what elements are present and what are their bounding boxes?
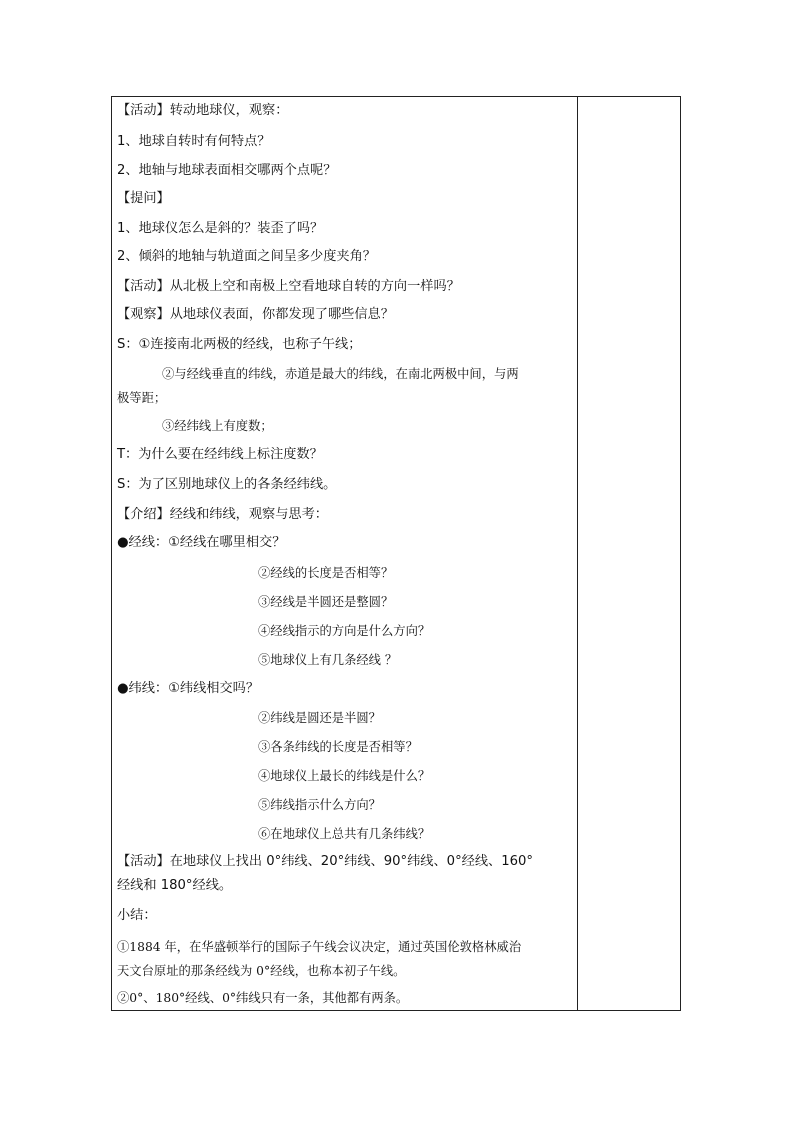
text-line: ④地球仪上最长的纬线是什么？ bbox=[258, 769, 431, 783]
text-line: ②经线的长度是否相等？ bbox=[258, 566, 394, 580]
text-line: ②纬线是圆还是半圆？ bbox=[258, 711, 381, 725]
text-line: S：为了区别地球仪上的各条经纬线。 bbox=[117, 477, 337, 492]
text-line: 2、地轴与地球表面相交哪两个点呢？ bbox=[117, 163, 337, 178]
text-line: ④经线指示的方向是什么方向？ bbox=[258, 624, 431, 638]
text-line: S：①连接南北两极的经线，也称子午线； bbox=[117, 337, 362, 352]
text-line: 天文台原址的那条经线为 0°经线，也称本初子午线。 bbox=[117, 964, 406, 978]
text-line: 经线和 180°经线。 bbox=[117, 878, 233, 893]
text-line: 【介绍】经线和纬线，观察与思考： bbox=[117, 507, 328, 522]
text-line: ●经线：①经线在哪里相交？ bbox=[117, 535, 286, 550]
text-line: 极等距； bbox=[117, 391, 167, 405]
text-line: 1、地球仪怎么是斜的？装歪了吗？ bbox=[117, 221, 324, 236]
text-line: 【活动】在地球仪上找出 0°纬线、20°纬线、90°纬线、0°经线、160° bbox=[117, 854, 533, 869]
text-line: T：为什么要在经纬线上标注度数？ bbox=[117, 447, 323, 462]
text-line: ②与经线垂直的纬线，赤道是最大的纬线，在南北两极中间，与两 bbox=[162, 367, 519, 381]
text-line: ③各条纬线的长度是否相等？ bbox=[258, 740, 418, 754]
text-line: 1、地球自转时有何特点？ bbox=[117, 134, 271, 149]
text-line: 小结： bbox=[117, 908, 157, 923]
text-line: ⑥在地球仪上总共有几条纬线？ bbox=[258, 827, 431, 841]
content-cell bbox=[112, 97, 577, 1010]
text-line: ⑤地球仪上有几条经线 ？ bbox=[258, 653, 398, 667]
text-line: ③经纬线上有度数； bbox=[162, 419, 273, 433]
text-line: 【提问】 bbox=[117, 191, 170, 206]
text-line: 【活动】转动地球仪，观察： bbox=[117, 103, 289, 118]
text-line: 【观察】从地球仪表面，你都发现了哪些信息？ bbox=[117, 307, 394, 322]
text-line: 【活动】从北极上空和南极上空看地球自转的方向一样吗？ bbox=[117, 279, 460, 294]
text-line: ③经线是半圆还是整圆？ bbox=[258, 595, 394, 609]
text-line: ①1884 年，在华盛顿举行的国际子午线会议决定，通过英国伦敦格林威治 bbox=[117, 940, 522, 954]
text-line: ②0°、180°经线、0°纬线只有一条，其他都有两条。 bbox=[117, 991, 409, 1005]
text-line: 2、倾斜的地轴与轨道面之间呈多少度夹角？ bbox=[117, 249, 376, 264]
lesson-table bbox=[111, 96, 681, 1011]
text-line: ⑤纬线指示什么方向？ bbox=[258, 798, 381, 812]
text-line: ●纬线：①纬线相交吗？ bbox=[117, 681, 260, 696]
column-divider bbox=[577, 97, 578, 1010]
